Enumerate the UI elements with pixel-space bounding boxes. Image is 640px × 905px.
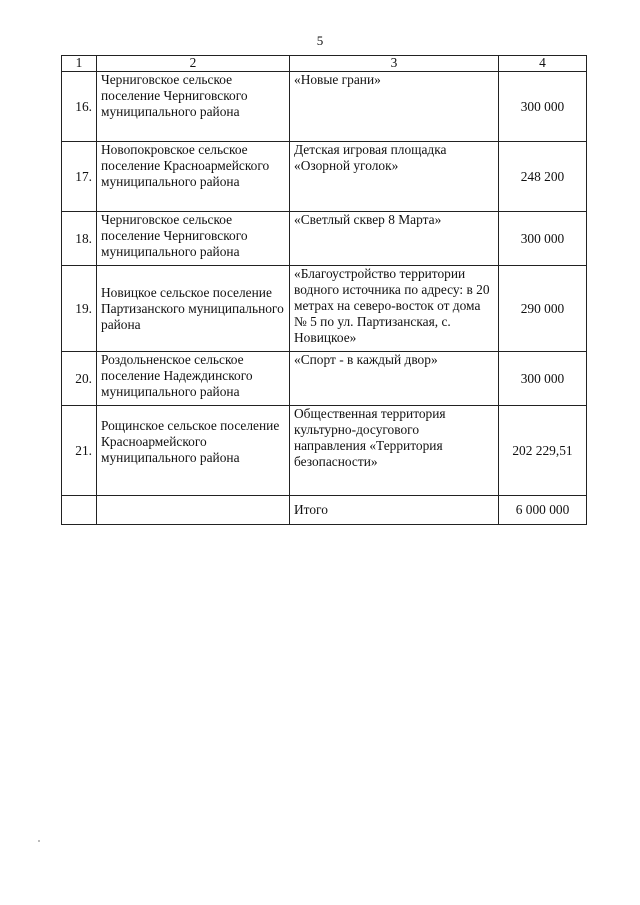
settlement-name: Новопокровское сельское поселение Красноармейского муниципального района — [97, 142, 290, 212]
table-row — [62, 72, 587, 142]
row-number: 19. — [62, 266, 97, 352]
total-row — [62, 496, 587, 525]
column-header-3: 3 — [290, 56, 499, 72]
settlement-name: Черниговское сельское поселение Черниговского муниципального района — [97, 212, 290, 266]
total-empty-cell — [97, 496, 290, 525]
total-label: Итого — [290, 496, 499, 525]
project-name: «Новые грани» — [290, 72, 499, 142]
row-number: 21. — [62, 406, 97, 496]
project-name: «Благоустройство территории водного источника по адресу: в 20 метрах на северо-восток от дома № 5 по ул. Партизанская, с. Новицкое» — [290, 266, 499, 352]
column-header-4: 4 — [499, 56, 587, 72]
amount-cell: 300 000 — [499, 72, 587, 142]
project-name: «Светлый сквер 8 Марта» — [290, 212, 499, 266]
amount-cell: 248 200 — [499, 142, 587, 212]
total-empty-cell — [62, 496, 97, 525]
project-name: «Спорт - в каждый двор» — [290, 352, 499, 406]
allocation-table — [61, 55, 587, 525]
table-row — [62, 266, 587, 352]
scan-speck — [38, 840, 40, 842]
settlement-name: Новицкое сельское поселение Партизанского муниципального района — [97, 266, 290, 352]
table-row — [62, 212, 587, 266]
project-name: Общественная территория культурно-досугового направления «Территория безопасности» — [290, 406, 499, 496]
row-number: 20. — [62, 352, 97, 406]
column-header-2: 2 — [97, 56, 290, 72]
table-row — [62, 142, 587, 212]
settlement-name: Рощинское сельское поселение Красноармейского муниципального района — [97, 406, 290, 496]
page-number: 5 — [316, 33, 324, 48]
table-row — [62, 406, 587, 496]
row-number: 16. — [62, 72, 97, 142]
amount-cell: 202 229,51 — [499, 406, 587, 496]
table-row — [62, 352, 587, 406]
header-row — [62, 56, 587, 72]
row-number: 18. — [62, 212, 97, 266]
project-name: Детская игровая площадка «Озорной уголок» — [290, 142, 499, 212]
total-amount: 6 000 000 — [499, 496, 587, 525]
column-header-1: 1 — [62, 56, 97, 72]
settlement-name: Черниговское сельское поселение Черниговского муниципального района — [97, 72, 290, 142]
amount-cell: 290 000 — [499, 266, 587, 352]
amount-cell: 300 000 — [499, 352, 587, 406]
row-number: 17. — [62, 142, 97, 212]
amount-cell: 300 000 — [499, 212, 587, 266]
settlement-name: Роздольненское сельское поселение Надеждинского муниципального района — [97, 352, 290, 406]
